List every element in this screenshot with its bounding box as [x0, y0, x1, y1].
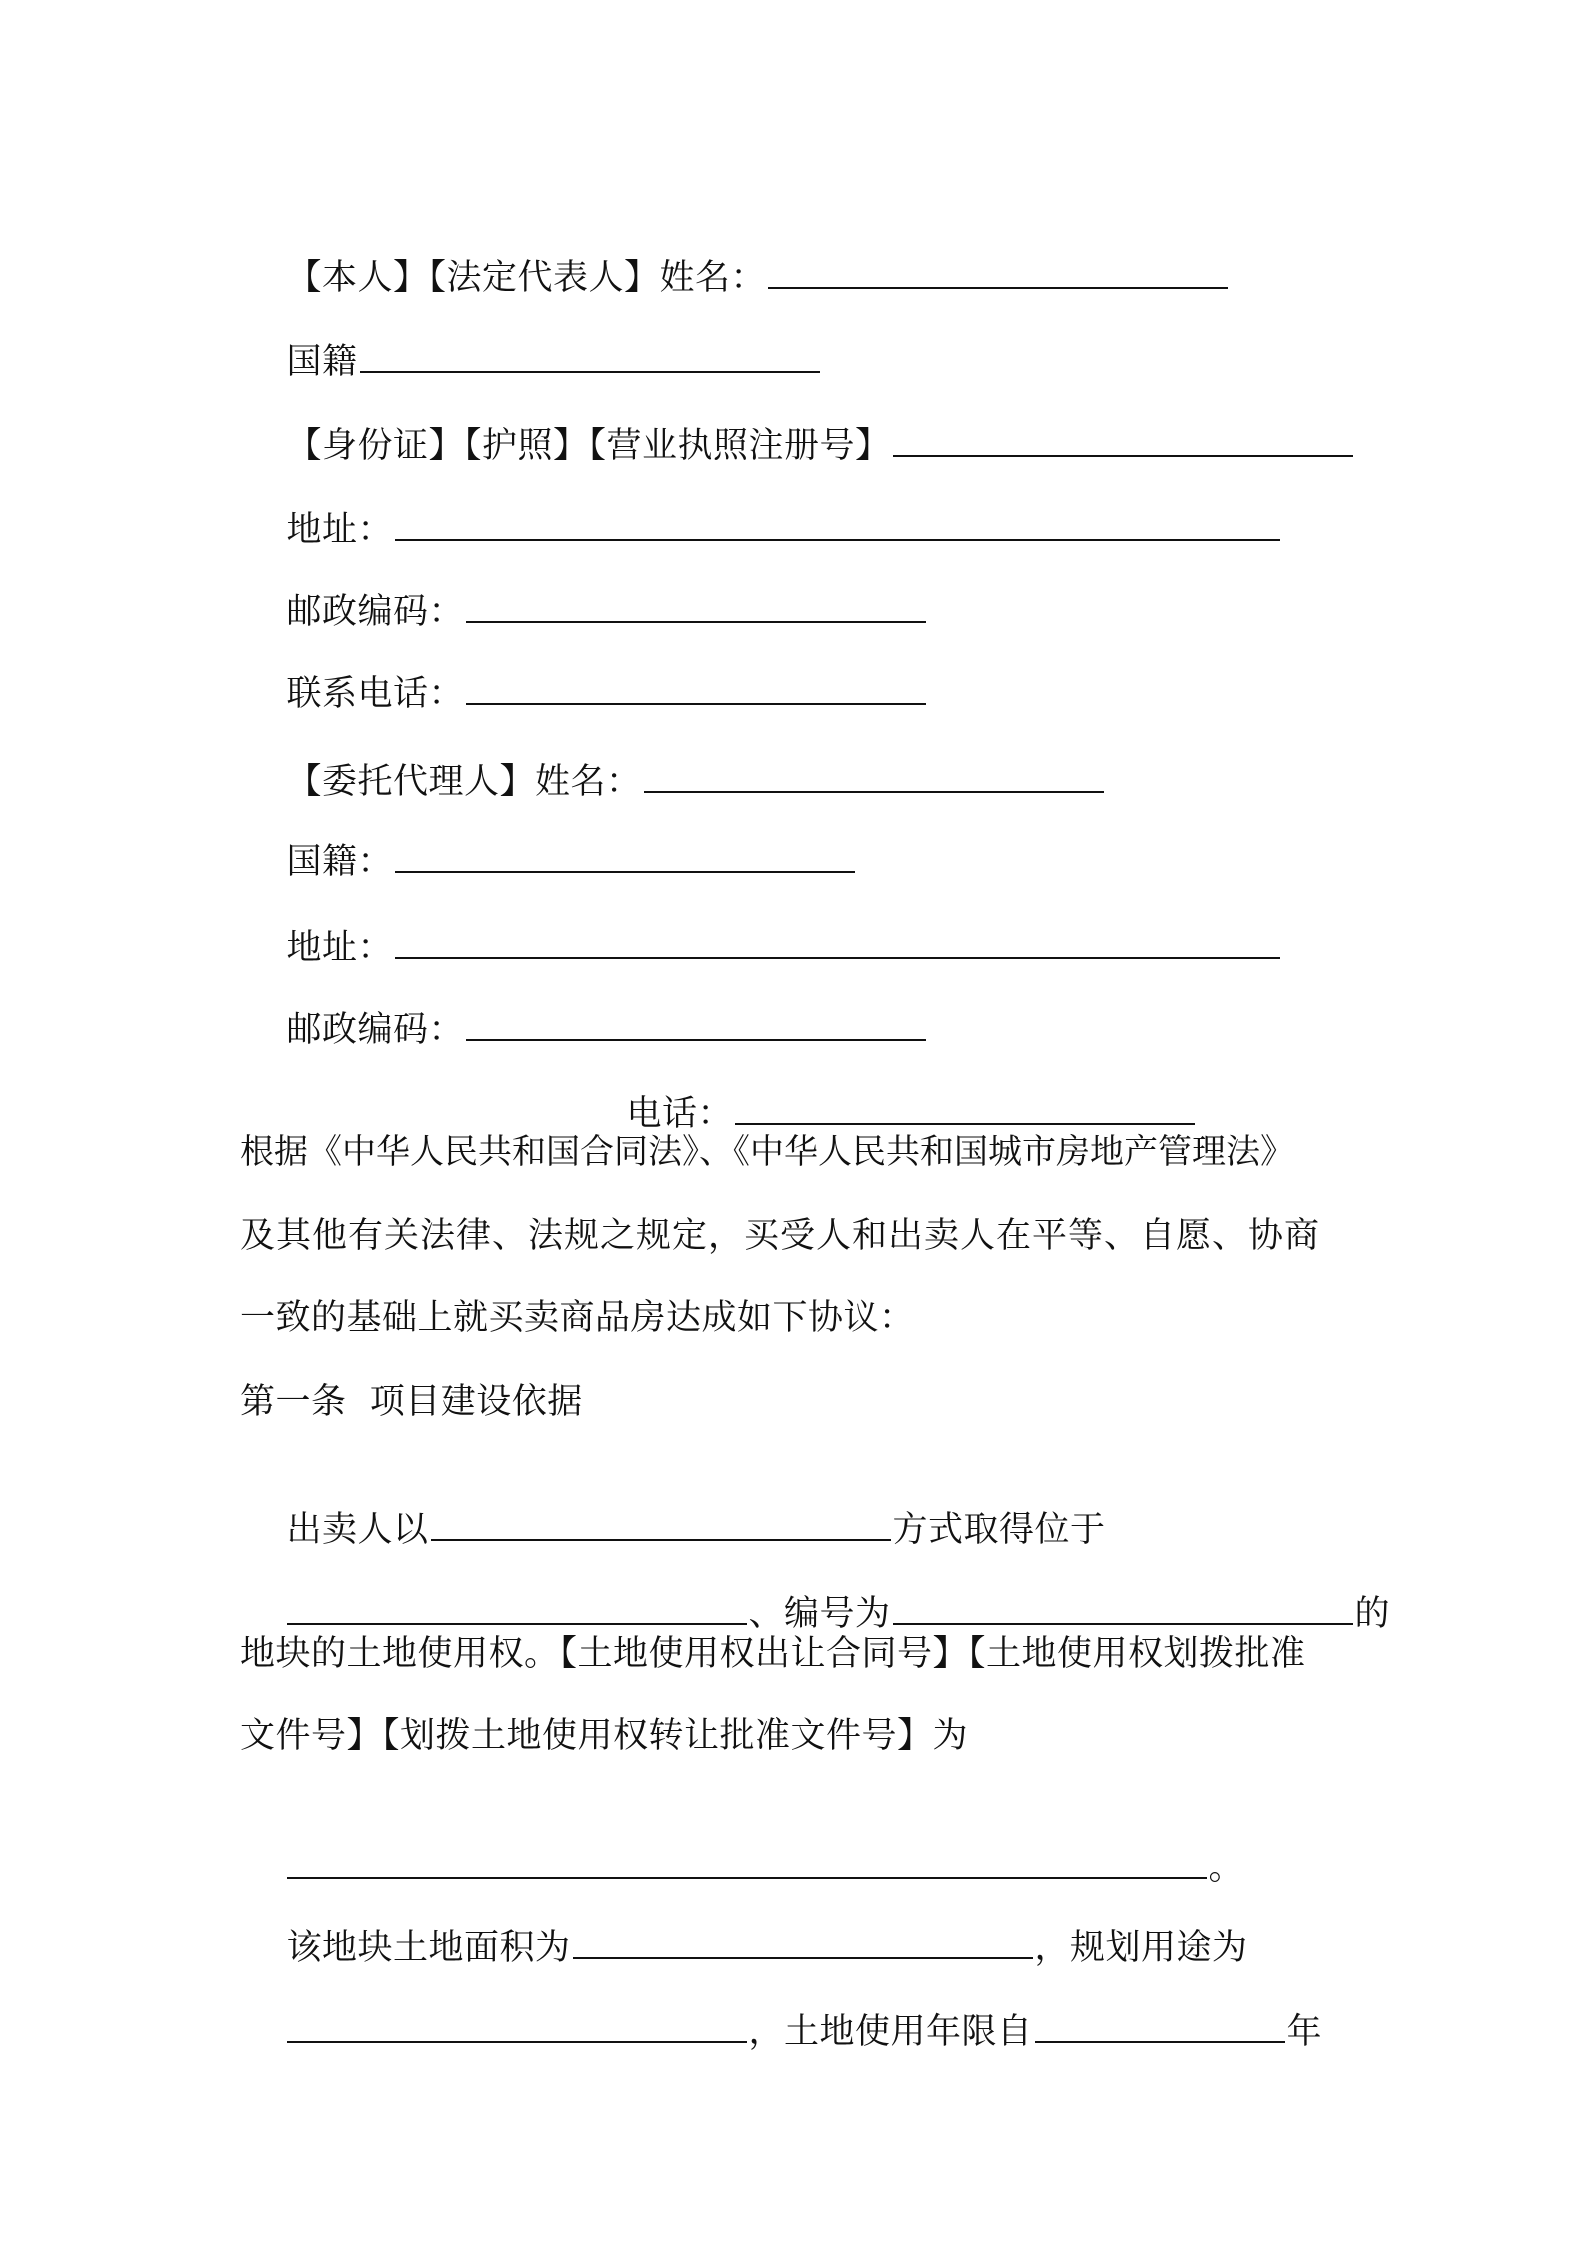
postal-blank-1[interactable]	[466, 591, 926, 623]
preamble-line-1: 根据《中华人民共和国合同法》、《中华人民共和国城市房地产管理法》	[240, 1132, 1294, 1172]
article-1-l6-a: 该地块土地面积为	[286, 1928, 571, 1968]
article-1-l2-a: 、编号为	[748, 1594, 891, 1634]
article-1-line-3: 地块的土地使用权。【土地使用权出让合同号】【土地使用权划拨批准	[240, 1634, 1306, 1674]
location-blank[interactable]	[287, 1593, 747, 1625]
nationality-blank-1[interactable]	[360, 341, 820, 373]
article-1-l1-a: 出卖人以	[286, 1510, 429, 1550]
article-1-l7-b: 年	[1286, 2012, 1323, 2052]
acquisition-method-blank[interactable]	[431, 1509, 891, 1541]
article-1-line-7	[240, 1966, 1322, 2098]
nationality-label-2: 国籍：	[286, 842, 394, 882]
preamble-line-2: 及其他有关法律、法规之规定，买受人和出卖人在平等、自愿、协商	[240, 1216, 1321, 1256]
address-label-1: 地址：	[286, 510, 394, 550]
article-1-l6-b: ，规划用途为	[1034, 1928, 1248, 1968]
preamble-line-3: 一致的基础上就买卖商品房达成如下协议：	[240, 1298, 915, 1338]
address-blank-1[interactable]	[395, 509, 1280, 541]
document-number-blank[interactable]	[287, 1847, 1207, 1879]
id-blank[interactable]	[893, 425, 1353, 457]
article-1-l1-b: 方式取得位于	[892, 1510, 1106, 1550]
postal-label-1: 邮政编码：	[286, 592, 465, 632]
article-1-l2-b: 的	[1354, 1594, 1391, 1634]
postal-label-2: 邮政编码：	[286, 1010, 465, 1050]
parcel-number-blank[interactable]	[893, 1593, 1353, 1625]
planned-use-blank[interactable]	[287, 2011, 747, 2043]
address-blank-2[interactable]	[395, 927, 1280, 959]
phone-label-2: 电话：	[626, 1094, 734, 1134]
nationality-blank-2[interactable]	[395, 841, 855, 873]
address-label-2: 地址：	[286, 928, 394, 968]
id-label: 【身份证】【护照】【营业执照注册号】	[286, 426, 891, 466]
article-1-l5-end: 。	[1208, 1848, 1245, 1888]
agent-name-blank[interactable]	[644, 761, 1104, 793]
phone-blank-2[interactable]	[735, 1093, 1195, 1125]
article-1-line-4: 文件号】【划拨土地使用权转让批准文件号】为	[240, 1716, 969, 1756]
phone-blank-1[interactable]	[466, 673, 926, 705]
agent-label: 【委托代理人】姓名：	[286, 762, 642, 802]
phone-label-1: 联系电话：	[286, 674, 465, 714]
article-1-title: 第一条 项目建设依据	[240, 1382, 583, 1422]
land-area-blank[interactable]	[573, 1927, 1033, 1959]
article-1-l7-a: ，土地使用年限自	[748, 2012, 1033, 2052]
principal-label: 【本人】【法定代表人】姓名：	[286, 258, 767, 298]
start-year-blank[interactable]	[1035, 2011, 1285, 2043]
postal-blank-2[interactable]	[466, 1009, 926, 1041]
principal-name-blank[interactable]	[768, 257, 1228, 289]
nationality-label-1: 国籍	[286, 342, 358, 382]
